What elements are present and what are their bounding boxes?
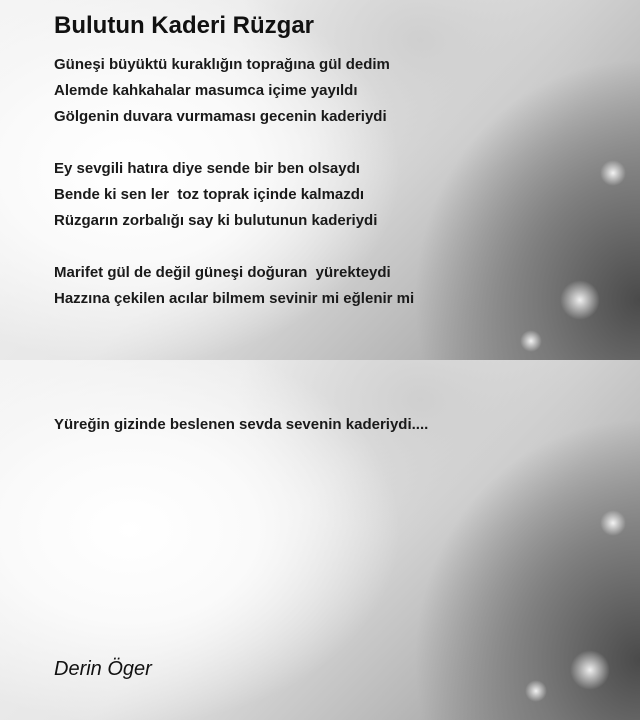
poem-background-bottom bbox=[0, 360, 640, 720]
poem-stanza-4 bbox=[54, 412, 428, 438]
poem-stanza-1 bbox=[54, 52, 390, 130]
sparkle-decoration bbox=[560, 280, 600, 320]
sparkle-decoration bbox=[600, 160, 626, 186]
poem-line: Yüreğin gizinde beslenen sevda sevenin kaderiydi.... bbox=[54, 416, 429, 433]
poem-author: Derin Öger bbox=[54, 658, 152, 680]
poem-line: Bende ki sen ler toz toprak içinde kalmazdı bbox=[54, 186, 365, 203]
poem-stanza-3 bbox=[54, 260, 414, 312]
poem-line: Güneşi büyüktü kuraklığın toprağına gül dedim bbox=[54, 56, 390, 73]
poem-line: Hazzına çekilen acılar bilmem sevinir mi eğlenir mi bbox=[54, 290, 415, 307]
poem-line: Gölgenin duvara vurmaması gecenin kaderiydi bbox=[54, 108, 387, 125]
sparkle-decoration bbox=[520, 330, 542, 352]
poem-line: Ey sevgili hatıra diye sende bir ben olsaydı bbox=[54, 160, 360, 177]
poem-title: Bulutun Kaderi Rüzgar bbox=[54, 12, 315, 39]
sparkle-decoration bbox=[570, 650, 610, 690]
sparkle-decoration bbox=[600, 510, 626, 536]
poem-line: Marifet gül de değil güneşi doğuran yürekteydi bbox=[54, 264, 391, 281]
poem-line: Alemde kahkahalar masumca içime yayıldı bbox=[54, 82, 358, 99]
sparkle-decoration bbox=[525, 680, 547, 702]
poem-stanza-2 bbox=[54, 156, 377, 234]
poem-line: Rüzgarın zorbalığı say ki bulutunun kaderiydi bbox=[54, 212, 378, 229]
